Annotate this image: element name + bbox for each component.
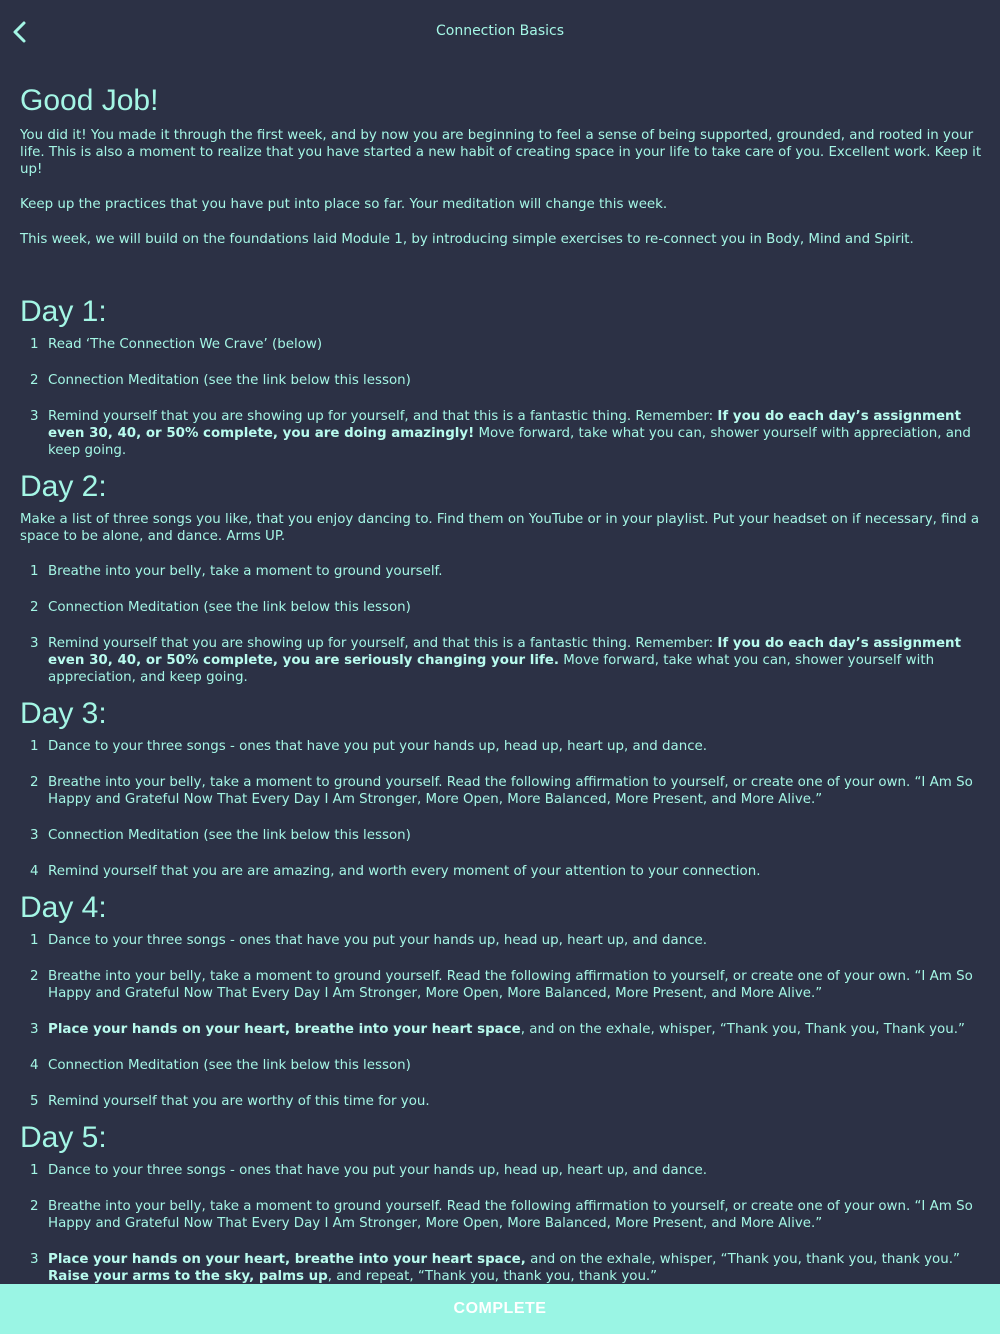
step-item (20, 1198, 982, 1232)
step-item (20, 336, 982, 353)
step-text: Connection Meditation (see the link below this lesson) (48, 373, 411, 388)
day-section (20, 890, 982, 1110)
step-list (20, 336, 982, 459)
day-heading: Day 3: (20, 697, 107, 730)
intro-heading: Good Job! (20, 84, 159, 117)
step-item (20, 774, 982, 808)
step-item (20, 372, 982, 389)
step-number: 2 (30, 1199, 39, 1214)
step-list (20, 563, 982, 686)
step-number: 4 (30, 864, 39, 879)
complete-button-label: COMPLETE (453, 1300, 547, 1317)
step-item (20, 1093, 982, 1110)
step-number: 3 (30, 636, 39, 651)
step-item (20, 863, 982, 880)
step-text: and on the exhale, whisper, “Thank you, thank you, thank you.” (525, 1252, 960, 1267)
lesson-content[interactable] (20, 83, 982, 1284)
day-heading: Day 1: (20, 295, 107, 328)
step-text: Move forward, take what you can, shower yourself with appreciation, and keep going. (48, 653, 935, 685)
step-item (20, 408, 982, 459)
step-number: 1 (30, 337, 39, 352)
step-number: 5 (30, 1094, 39, 1109)
step-item (20, 968, 982, 1002)
page-title: Connection Basics (435, 23, 565, 39)
step-text: , and on the exhale, whisper, “Thank you, Thank you, Thank you.” (520, 1022, 965, 1037)
step-text: Connection Meditation (see the link below this lesson) (48, 1058, 411, 1073)
step-number: 1 (30, 1163, 39, 1178)
step-item (20, 1251, 982, 1285)
step-number: 1 (30, 933, 39, 948)
step-number: 3 (30, 828, 39, 843)
step-list (20, 738, 982, 880)
step-text: Breathe into your belly, take a moment to ground yourself. Read the following affirmation to yourself, or create one of your own. “I Am So Happy and Grateful Now That Every Day I Am Stronger, More Open, More Balanced, More Present, and More Alive.” (48, 1199, 973, 1231)
day-intro: Make a list of three songs you like, that you enjoy dancing to. Find them on YouTube or in your playlist. Put your headset on if necessary, find a space to be alone, and dance. Arms UP. (20, 512, 980, 544)
step-text: Breathe into your belly, take a moment to ground yourself. Read the following affirmation to yourself, or create one of your own. “I Am So Happy and Grateful Now That Every Day I Am Stronger, More Open, More Balanced, More Present, and More Alive.” (48, 969, 973, 1001)
step-text: Read ‘The Connection We Crave’ (below) (48, 337, 323, 352)
step-number: 2 (30, 600, 39, 615)
step-list (20, 932, 982, 1110)
step-item (20, 827, 982, 844)
intro-paragraph: You did it! You made it through the first week, and by now you are beginning to feel a sense of being supported, grounded, and rooted in your life. This is also a moment to realize that you have started a new habit of creating space in your life to take care of you. Excellent work. Keep it up! (20, 128, 982, 177)
step-number: 3 (30, 1022, 39, 1037)
step-text: Move forward, take what you can, shower yourself with appreciation, and keep going. (48, 426, 971, 458)
step-text: Breathe into your belly, take a moment to ground yourself. Read the following affirmation to yourself, or create one of your own. “I Am So Happy and Grateful Now That Every Day I Am Stronger, More Open, More Balanced, More Present, and More Alive.” (48, 775, 973, 807)
step-item (20, 599, 982, 616)
step-text: Remind yourself that you are are amazing, and worth every moment of your attention to your connection. (48, 864, 761, 879)
intro-paragraph: Keep up the practices that you have put into place so far. Your meditation will change this week. (20, 197, 668, 212)
step-number: 2 (30, 373, 39, 388)
day-heading: Day 2: (20, 470, 107, 503)
step-text-bold: Raise your arms to the sky, palms up (48, 1269, 328, 1284)
day-section (20, 469, 982, 686)
step-item (20, 1021, 982, 1038)
step-item (20, 563, 982, 580)
step-number: 3 (30, 1252, 39, 1267)
complete-button[interactable] (0, 1284, 1000, 1334)
step-text-bold: If you do each day’s assignment even 30, 40, or 50% complete, you are doing amazingly! (48, 409, 961, 441)
day-heading: Day 4: (20, 891, 107, 924)
step-number: 1 (30, 739, 39, 754)
step-item (20, 635, 982, 686)
step-text: Connection Meditation (see the link below this lesson) (48, 600, 411, 615)
nav-bar (0, 0, 1000, 62)
day-heading: Day 5: (20, 1121, 107, 1154)
day-section (20, 294, 982, 459)
step-item (20, 738, 982, 755)
step-text: Remind yourself that you are showing up for yourself, and that this is a fantastic thing. Remember: (48, 409, 718, 424)
step-text: Remind yourself that you are showing up for yourself, and that this is a fantastic thing. Remember: (48, 636, 718, 651)
step-text-bold: If you do each day’s assignment even 30, 40, or 50% complete, you are seriously changing your life. (48, 636, 961, 668)
step-number: 1 (30, 564, 39, 579)
step-text: Breathe into your belly, take a moment to ground yourself. (48, 564, 443, 579)
step-item (20, 1162, 982, 1179)
intro-paragraph: This week, we will build on the foundations laid Module 1, by introducing simple exercises to re-connect you in Body, Mind and Spirit. (20, 232, 914, 247)
step-text: Dance to your three songs - ones that have you put your hands up, head up, heart up, and dance. (48, 739, 708, 754)
step-text-bold: Place your hands on your heart, breathe into your heart space (48, 1022, 521, 1037)
step-text: Remind yourself that you are worthy of this time for you. (48, 1094, 430, 1109)
step-text: Dance to your three songs - ones that have you put your hands up, head up, heart up, and dance. (48, 933, 708, 948)
step-number: 4 (30, 1058, 39, 1073)
step-number: 2 (30, 969, 39, 984)
step-text: Connection Meditation (see the link below this lesson) (48, 828, 411, 843)
step-number: 3 (30, 409, 39, 424)
step-text: , and repeat, “Thank you, thank you, thank you.” (327, 1269, 658, 1284)
step-text-bold: Place your hands on your heart, breathe into your heart space, (48, 1252, 526, 1267)
step-number: 2 (30, 775, 39, 790)
step-item (20, 1057, 982, 1074)
day-list (20, 294, 982, 1321)
step-item (20, 932, 982, 949)
day-section (20, 696, 982, 880)
step-text: Dance to your three songs - ones that have you put your hands up, head up, heart up, and dance. (48, 1163, 708, 1178)
